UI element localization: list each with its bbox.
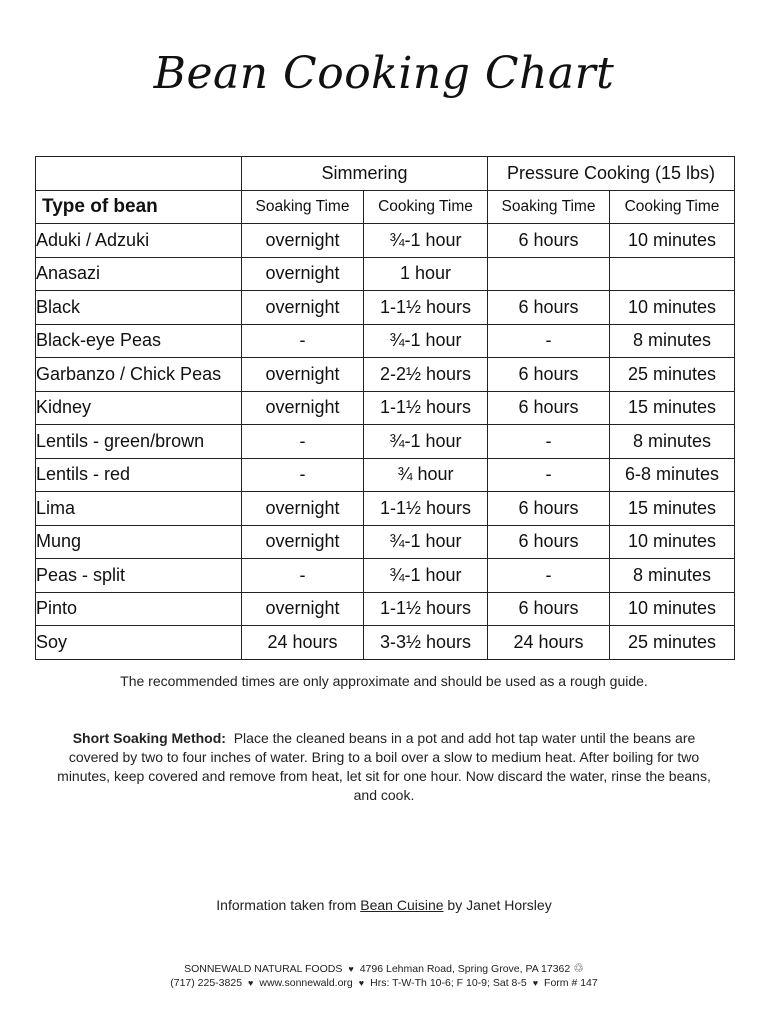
source-author: by Janet Horsley xyxy=(447,897,552,913)
simmer-cooking-cell: ¾-1 hour xyxy=(364,324,488,358)
bean-name-cell: Pinto xyxy=(36,592,242,626)
pressure-cooking-cell: 10 minutes xyxy=(610,224,735,258)
simmer-cooking-cell: 3-3½ hours xyxy=(364,626,488,660)
simmer-cooking-time-header: Cooking Time xyxy=(364,190,488,224)
footer-line-2 xyxy=(0,976,768,990)
pressure-soaking-cell: 6 hours xyxy=(488,525,610,559)
store-address: 4796 Lehman Road, Spring Grove, PA 17362 xyxy=(359,963,571,975)
table-row xyxy=(36,559,735,593)
simmer-soaking-cell: overnight xyxy=(242,224,364,258)
simmer-cooking-cell: ¾-1 hour xyxy=(364,559,488,593)
heart-icon: ♥ xyxy=(358,978,365,988)
table-row xyxy=(36,291,735,325)
bean-name-cell: Peas - split xyxy=(36,559,242,593)
pressure-soaking-cell: 6 hours xyxy=(488,291,610,325)
bean-cooking-table xyxy=(35,156,735,660)
store-hours: Hrs: T-W-Th 10-6; F 10-9; Sat 8-5 xyxy=(370,977,527,989)
pressure-cooking-cell: 10 minutes xyxy=(610,291,735,325)
pressure-cooking-cell: 25 minutes xyxy=(610,626,735,660)
simmer-cooking-cell: 1 hour xyxy=(364,257,488,291)
pressure-soaking-cell: 6 hours xyxy=(488,592,610,626)
pressure-soaking-cell: 6 hours xyxy=(488,391,610,425)
pressure-cooking-cell: 15 minutes xyxy=(610,391,735,425)
group-header-row xyxy=(36,157,735,191)
bean-name-cell: Aduki / Adzuki xyxy=(36,224,242,258)
simmer-soaking-cell: overnight xyxy=(242,358,364,392)
pressure-cooking-cell xyxy=(610,257,735,291)
simmer-soaking-cell: overnight xyxy=(242,291,364,325)
table-row xyxy=(36,257,735,291)
pressure-cooking-time-header: Cooking Time xyxy=(610,190,735,224)
table-row xyxy=(36,458,735,492)
pressure-cooking-cell: 10 minutes xyxy=(610,592,735,626)
pressure-soaking-cell: - xyxy=(488,425,610,459)
simmer-soaking-cell: 24 hours xyxy=(242,626,364,660)
simmer-soaking-cell: overnight xyxy=(242,492,364,526)
heart-icon: ♥ xyxy=(532,978,539,988)
table-row xyxy=(36,492,735,526)
bean-name-cell: Black-eye Peas xyxy=(36,324,242,358)
pressure-soaking-cell: 24 hours xyxy=(488,626,610,660)
short-soaking-text: Place the cleaned beans in a pot and add hot tap water until the beans are covered by two to four inches of water. Bring to a boil over a slow to medium heat. After boiling for two minutes, keep covered and remove from heat, let sit for one hour. Now discard the water, rinse the beans, and cook. xyxy=(57,730,711,803)
simmering-header: Simmering xyxy=(242,157,488,191)
bean-name-cell: Kidney xyxy=(36,391,242,425)
simmer-cooking-cell: 1-1½ hours xyxy=(364,291,488,325)
pressure-soaking-cell xyxy=(488,257,610,291)
simmer-cooking-cell: ¾ hour xyxy=(364,458,488,492)
simmer-soaking-cell: overnight xyxy=(242,525,364,559)
simmer-cooking-cell: 1-1½ hours xyxy=(364,391,488,425)
table-row xyxy=(36,391,735,425)
bean-name-cell: Lentils - red xyxy=(36,458,242,492)
table-row xyxy=(36,324,735,358)
type-of-bean-header: Type of bean xyxy=(36,190,242,224)
short-soaking-method xyxy=(46,729,722,805)
table-row xyxy=(36,425,735,459)
column-header-row xyxy=(36,190,735,224)
bean-name-cell: Lentils - green/brown xyxy=(36,425,242,459)
bean-name-cell: Mung xyxy=(36,525,242,559)
pressure-soaking-cell: - xyxy=(488,458,610,492)
pressure-soaking-cell: - xyxy=(488,324,610,358)
source-info xyxy=(0,897,768,913)
bean-name-cell: Lima xyxy=(36,492,242,526)
bean-name-cell: Black xyxy=(36,291,242,325)
pressure-cooking-cell: 10 minutes xyxy=(610,525,735,559)
bean-name-cell: Garbanzo / Chick Peas xyxy=(36,358,242,392)
table-row xyxy=(36,358,735,392)
page-title: Bean Cooking Chart xyxy=(153,48,615,99)
pressure-cooking-cell: 25 minutes xyxy=(610,358,735,392)
simmer-cooking-cell: ¾-1 hour xyxy=(364,525,488,559)
simmer-soaking-cell: overnight xyxy=(242,257,364,291)
heart-icon: ♥ xyxy=(248,978,254,988)
pressure-cooking-cell: 15 minutes xyxy=(610,492,735,526)
source-prefix: Information taken from xyxy=(216,897,357,913)
phone-number: (717) 225-3825 xyxy=(170,977,243,989)
pressure-soaking-cell: 6 hours xyxy=(488,492,610,526)
simmer-soaking-time-header: Soaking Time xyxy=(242,190,364,224)
pressure-soaking-cell: - xyxy=(488,559,610,593)
simmer-cooking-cell: 1-1½ hours xyxy=(364,592,488,626)
simmer-cooking-cell: 2-2½ hours xyxy=(364,358,488,392)
table-corner-cell xyxy=(36,157,242,191)
heart-icon: ♥ xyxy=(348,964,354,974)
bean-name-cell: Anasazi xyxy=(36,257,242,291)
table-row xyxy=(36,224,735,258)
simmer-soaking-cell: - xyxy=(242,458,364,492)
footer xyxy=(0,961,768,990)
simmer-cooking-cell: ¾-1 hour xyxy=(364,224,488,258)
simmer-soaking-cell: overnight xyxy=(242,592,364,626)
pressure-soaking-cell: 6 hours xyxy=(488,358,610,392)
pressure-cooking-cell: 8 minutes xyxy=(610,324,735,358)
approximate-times-note: The recommended times are only approximate and should be used as a rough guide. xyxy=(120,673,648,689)
website: www.sonnewald.org xyxy=(259,977,353,989)
simmer-soaking-cell: - xyxy=(242,324,364,358)
table-row xyxy=(36,626,735,660)
simmer-soaking-cell: - xyxy=(242,559,364,593)
simmer-cooking-cell: 1-1½ hours xyxy=(364,492,488,526)
simmer-cooking-cell: ¾-1 hour xyxy=(364,425,488,459)
simmer-soaking-cell: - xyxy=(242,425,364,459)
recycle-icon: ♲ xyxy=(573,961,584,975)
table-row xyxy=(36,592,735,626)
form-number: Form # 147 xyxy=(544,977,598,989)
pressure-cooking-cell: 6-8 minutes xyxy=(610,458,735,492)
bean-name-cell: Soy xyxy=(36,626,242,660)
book-title: Bean Cuisine xyxy=(360,897,444,913)
pressure-soaking-time-header: Soaking Time xyxy=(488,190,610,224)
pressure-cooking-cell: 8 minutes xyxy=(610,559,735,593)
table-row xyxy=(36,525,735,559)
simmer-soaking-cell: overnight xyxy=(242,391,364,425)
pressure-cooking-cell: 8 minutes xyxy=(610,425,735,459)
short-soaking-label: Short Soaking Method: xyxy=(72,730,226,746)
company-name: SONNEWALD NATURAL FOODS xyxy=(184,963,343,975)
pressure-cooking-header: Pressure Cooking (15 lbs) xyxy=(488,157,735,191)
footer-line-1 xyxy=(0,961,768,976)
pressure-soaking-cell: 6 hours xyxy=(488,224,610,258)
